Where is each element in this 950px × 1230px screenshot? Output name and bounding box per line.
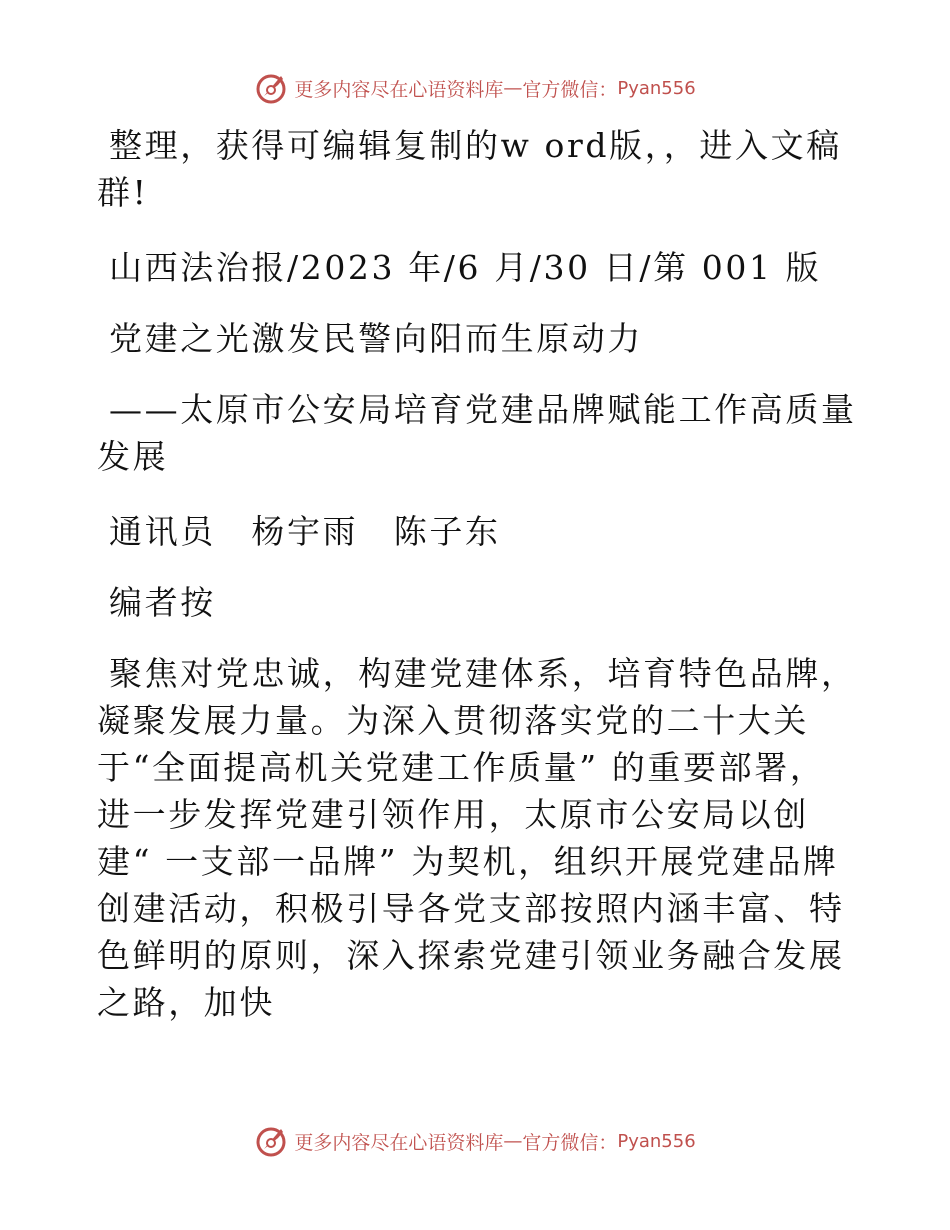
- source-line: 山西法治报/2023 年/6 月/30 日/第 001 版: [109, 248, 822, 287]
- body-paragraph: 聚焦对党忠诚，构建党建体系，培育特色品牌，凝聚发展力量。为深入贯彻落实党的二十大关于“全面提高机关党建工作质量” 的重要部署，进一步发挥党建引领作用，太原市公安局以创建“ 一支部一品牌” 为契机，组织开展党建品牌创建活动，积极引导各党支部按照内涵丰富、特色鲜明的原则，深入探索党建引领业务融合发展之路，加快: [97, 654, 857, 1022]
- bottom-watermark-banner: [0, 1121, 950, 1161]
- article-subtitle: ——太原市公安局培育党建品牌赋能工作高质量发展: [97, 390, 857, 476]
- document-body: [97, 122, 857, 1054]
- editor-note-label: 编者按: [109, 583, 216, 622]
- watermark-text: 更多内容尽在心语资料库: [294, 1131, 504, 1154]
- top-watermark-banner: [0, 68, 950, 108]
- article-title: 党建之光激发民警向阳而生原动力: [109, 319, 643, 358]
- watermark-wechat-id: Pyan556: [617, 1130, 696, 1152]
- quill-icon: [254, 1123, 290, 1159]
- intro-paragraph: 整理，获得可编辑复制的w ord版，，进入文稿群!: [97, 126, 842, 212]
- quill-icon: [254, 70, 290, 106]
- watermark-wechat-id: Pyan556: [617, 77, 696, 99]
- watermark-wechat-label: 官方微信：: [522, 78, 618, 101]
- watermark-dash: —: [503, 1130, 523, 1152]
- reporters-line: 通讯员 杨宇雨 陈子东: [109, 512, 501, 551]
- watermark-wechat-label: 官方微信：: [522, 1131, 618, 1154]
- watermark-dash: —: [503, 77, 523, 99]
- watermark-text: 更多内容尽在心语资料库: [294, 78, 504, 101]
